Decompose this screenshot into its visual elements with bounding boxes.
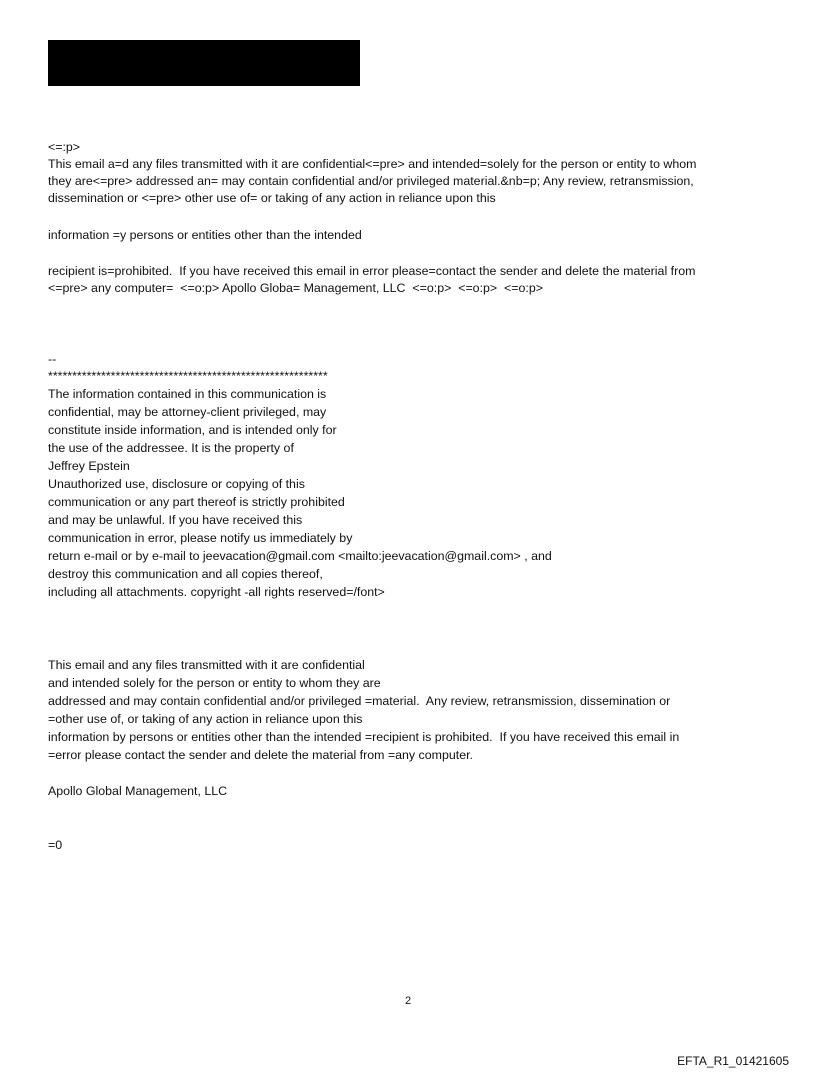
text-line: This email and any files transmitted with it are confidential bbox=[48, 658, 365, 672]
text-line: addressed and may contain confidential and/or privileged =material. Any review, retransmission, dissemination or bbox=[48, 694, 671, 708]
text-line: =0 bbox=[48, 838, 63, 852]
text-line: and may be unlawful. If you have received this bbox=[48, 513, 303, 527]
text-line: communication or any part thereof is strictly prohibited bbox=[48, 495, 345, 509]
text-line: Unauthorized use, disclosure or copying of this bbox=[48, 477, 305, 491]
text-line: =other use of, or taking of any action in reliance upon this bbox=[48, 712, 363, 726]
text-line: information =y persons or entities other than the intended bbox=[48, 228, 362, 242]
text-line: communication in error, please notify us immediately by bbox=[48, 531, 353, 545]
text-line: return e-mail or by e-mail to jeevacation@gmail.com <mailto:jeevacation@gmail.com> , and bbox=[48, 549, 552, 563]
company-name: Apollo Global Management, LLC bbox=[48, 784, 228, 798]
text-line: <=pre> any computer= <=o:p> Apollo Globa= Management, LLC <=o:p> <=o:p> <=o:p> bbox=[48, 281, 543, 295]
text-line: The information contained in this communication is bbox=[48, 387, 327, 401]
separator-dashes: -- bbox=[48, 352, 57, 366]
text-line: recipient is=prohibited. If you have received this email in error please=contact the sender and delete the material from bbox=[48, 264, 696, 278]
text-line: they are<=pre> addressed an= may contain confidential and/or privileged material.&nb=p; Any review, retransmission, bbox=[48, 174, 694, 188]
text-line: Jeffrey Epstein bbox=[48, 459, 130, 473]
text-line: This email a=d any files transmitted with it are confidential<=pre> and intended=solely for the person or entity to whom bbox=[48, 157, 697, 171]
text-line: =error please contact the sender and delete the material from =any computer. bbox=[48, 748, 473, 762]
document-id: EFTA_R1_01421605 bbox=[677, 1054, 789, 1068]
text-line: <=:p> bbox=[48, 140, 81, 154]
redaction-block bbox=[48, 40, 360, 86]
text-line: confidential, may be attorney-client privileged, may bbox=[48, 405, 327, 419]
text-line: including all attachments. copyright -all rights reserved=/font> bbox=[48, 585, 385, 599]
text-line: dissemination or <=pre> other use of= or taking of any action in reliance upon this bbox=[48, 191, 496, 205]
text-line: the use of the addressee. It is the property of bbox=[48, 441, 294, 455]
text-line: constitute inside information, and is intended only for bbox=[48, 423, 337, 437]
page-number: 2 bbox=[404, 995, 412, 1007]
separator-asterisks: ********************************************************** bbox=[48, 369, 328, 383]
text-line: and intended solely for the person or entity to whom they are bbox=[48, 676, 381, 690]
text-line: information by persons or entities other than the intended =recipient is prohibited. If you have received this email in bbox=[48, 730, 680, 744]
text-line: destroy this communication and all copies thereof, bbox=[48, 567, 323, 581]
